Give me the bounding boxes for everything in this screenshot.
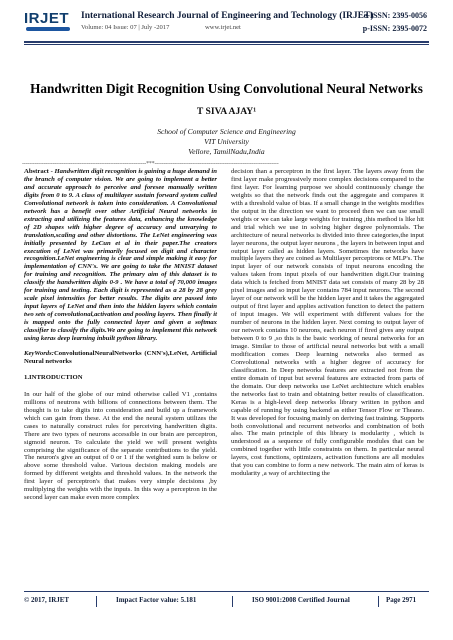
footer-page-number: Page 2971 [386, 596, 417, 604]
affiliation-university: VIT University [204, 137, 249, 146]
page-footer [24, 596, 429, 608]
logo-swoosh [26, 27, 70, 31]
footer-iso: ISO 9001:2008 Certified Journal [252, 596, 350, 604]
affiliation-school: School of Computer Science and Engineering [157, 127, 296, 136]
irjet-logo [24, 10, 70, 34]
journal-website[interactable]: www.irjet.net [205, 24, 241, 31]
pissn: p-ISSN: 2395-0072 [362, 24, 427, 33]
abstract-label: Abstract - [24, 168, 55, 175]
footer-rule [24, 591, 429, 592]
eissn: e-ISSN: 2395-0056 [363, 11, 427, 20]
journal-name: International Research Journal of Engineering and Technology (IRJET) [81, 11, 374, 21]
footer-copyright: © 2017, IRJET [24, 596, 70, 604]
paper-title: Handwritten Digit Recognition Using Convolutional Neural Networks [30, 81, 423, 96]
volume-info [81, 24, 241, 31]
footer-divider [232, 596, 233, 607]
keywords-label: KeyWords: [24, 349, 54, 357]
right-column [231, 168, 424, 566]
keywords-text: ConvolutionalNeuralNetworks (CNN's),LeNet, Artificial Neural networks [24, 349, 217, 365]
abstract [24, 168, 217, 343]
footer-divider [96, 596, 97, 607]
paper-author: T SIVA AJAY¹ [196, 106, 257, 117]
abstract-text: Handwritten digit recognition is gaining a huge demand in the branch of computer vision. We are going to implement a better and accurate approach to perceive and foresee manually written digits from 0 to 9. A class of multilayer sustain forward system called Convolutional network is taken into consideration. A Convolutional network has a benefit over other Artificial Neural networks in extracting and utilizing the features data, enhancing the knowledge of 2D shapes with higher degree of accuracy and unvarying to translation,scaling and other distortions. The LeNet engineering was initially presented by LeCun et al in their paper.The creators execution of LeNet was primarily focused on digit and character recognition.LeNet engineering is clear and simple making it easy for implementation of CNN's. We are going to take the MNIST dataset for training and recognition. The primary aim of this dataset is to classify the handwritten digits 0-9 . We have a total of 70,000 images for training and testing. Each digit is represented as a 28 by 28 grey scale pixel intensities for better results. The digits are passed into input layers of LeNet and then into the hidden layers which contain two sets of convolutional,activation and pooling layers. Then finally it is mapped onto the fully connected layer and given a softmax classifier to classify the digits.We are going to implement this network using keras deep learning inbuilt python library. [24, 168, 217, 343]
journal-header [0, 0, 453, 44]
introduction-text: In our half of the globe of our mind otherwise called V1 ,contains millions of neutrons with billions of connections between them. The thought is to take digits into consideration and build up a framework which can gain from these. At the end the neural system utilizes the cases to naturally construct rules for perceiving handwritten digits. There are two types of neurons accessible in our brain are perceptron, sigmoid neuron. To calculate the yield we will present weights comprising the significance of the separate contributions to the yield. The neuron's give an output of 0 or 1 if the weighted sum is below or above some threshold value. Various decision making models are formed by different weights and threshold values. In the network the first layer of perceptron's that makes very simple decisions ,by multiplying the weights with the inputs. In this way a perceptron in the second layer can make even more complex [24, 390, 217, 502]
affiliation-location: Vellore, TamilNadu,India [188, 147, 265, 156]
footer-impact-factor: Impact Factor value: 5.181 [116, 596, 197, 604]
footer-divider [378, 596, 379, 607]
keywords [24, 350, 217, 366]
volume-issue: Volume: 04 Issue: 07 | July -2017 [81, 24, 170, 31]
right-column-text: decision than a perceptron in the first layer. The layers away from the first layer make progressively more complex decisions compared to the first layer. For learning purpose we should continuously change the weights so that the network finds out the aggregate and compares it with a threshold value of bias. If a small change in the weights modifies the output in the direction we want to proceed then we can use small weights or we can take large weights for training ,this method is like hit and trial which we use in solving higher degree polynomials. The architecture of neural networks is divided into three categories,the input layer neurons, the output layer neurons , the layers in between input and output layer called as hidden layers. Sometimes the networks have multiple layers they are coined as Multilayer perceptrons or MLP's. The input layer of our network consists of input neurons encoding the values taken from input pixels of our handwritten digit.Our training data which is fetched from MNIST data set consists of many 28 by 28 pixel images and so input layer contains 784 input neurons. The second layer of our network will be the hidden layer and it takes the aggregated output of first layer and applies activation function to detect the pattern of input images. We will experiment with different values for the number of neurons in the hidden layer. Next coming to output layer of our network contains 10 neurons, each neuron if fired gives any output between 0 to 9 ,so this is the basic working of neural networks for an image. Similar to those of artificial neural networks but with a small modification comes Deep learning networks also termed as Convolutional networks with a higher degree of accuracy for classification. In Deep networks features are extracted not from the entire domain of input but several features are extracted from parts of the domain. Our deep networks use LeNet architecture which enables the networks fast to train and obtaining better results of classification. Keras is a high-level deep networks library written in python and capable of running by using backend as either Tensor Flow or Theano. It was developed for focusing mainly on deriving fast training. Supports both convolutional and recurrent networks and combination of both also. The main principle of this library is modularity , which is understood as a sequence of fully configurable modules that can be combined together with little constraints on them. In particular neural layers, cost functions, optimizers, activation functions are all modules that you can combine to form a new network. The main aim of keras is modularity ,a way of architecting the [231, 168, 424, 478]
section-separator: ---------------------------------------------------------------------***--------------------------------------------------------------------- [22, 161, 279, 167]
left-column [24, 168, 217, 566]
section-heading-introduction: 1.INTRODUCTION [24, 373, 83, 381]
header-rule-bottom [24, 44, 429, 45]
logo-text: IRJET [24, 10, 70, 27]
header-rule-top [24, 41, 429, 43]
